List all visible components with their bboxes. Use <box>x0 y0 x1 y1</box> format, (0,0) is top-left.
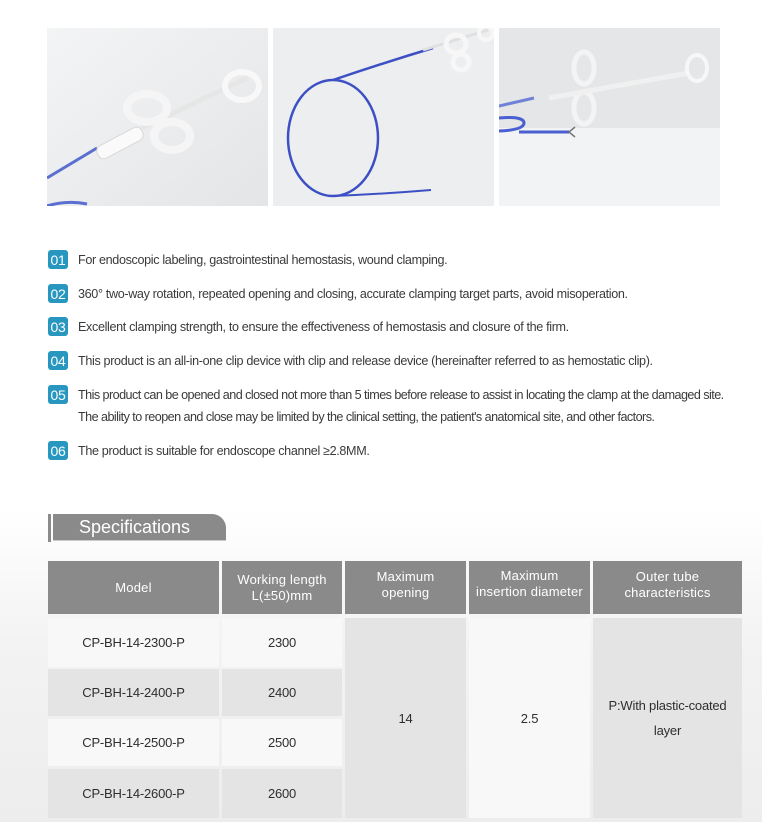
feature-item <box>48 384 738 428</box>
specifications-heading <box>48 514 226 542</box>
feature-number-badge: 01 <box>48 250 68 269</box>
feature-item <box>48 350 653 372</box>
cell-length: 2500 <box>222 719 342 766</box>
feature-item <box>48 283 628 305</box>
header-text: opening <box>381 585 430 600</box>
column-header-model <box>48 561 219 614</box>
feature-item <box>48 440 370 462</box>
header-text: Working length <box>237 571 327 587</box>
feature-number-badge: 06 <box>48 441 68 460</box>
feature-number-badge: 04 <box>48 351 68 370</box>
header-text: Outer tube <box>635 569 700 584</box>
specifications-table <box>48 561 742 819</box>
product-photo-1 <box>47 28 268 206</box>
product-photo-3 <box>499 28 720 206</box>
header-text: insertion diameter <box>476 584 583 599</box>
feature-item <box>48 316 569 338</box>
feature-text: Excellent clamping strength, to ensure the effectiveness of hemostasis and closure of the firm. <box>78 320 569 334</box>
header-text: Maximum <box>376 569 435 584</box>
column-header-max-insertion-diameter <box>469 561 590 614</box>
cell-model: CP-BH-14-2600-P <box>48 769 219 818</box>
cell-outer-tube: P:With plastic-coated layer <box>593 618 742 818</box>
product-photos <box>47 28 720 206</box>
cell-length: 2400 <box>222 669 342 716</box>
feature-number-badge: 03 <box>48 317 68 336</box>
heading-accent-bar <box>48 514 51 542</box>
feature-item <box>48 249 447 271</box>
feature-text: This product can be opened and closed not more than 5 times before release to assist in locating the clamp at the damaged site. The ability to reopen and close may be limited by the clinical setting, the patient's anatomical site, and other factors. <box>78 388 724 424</box>
feature-text: For endoscopic labeling, gastrointestinal hemostasis, wound clamping. <box>78 253 448 267</box>
feature-number-badge: 05 <box>48 385 68 404</box>
column-header-working-length <box>222 561 342 614</box>
column-header-outer-tube <box>593 561 742 614</box>
feature-text: This product is an all-in-one clip device with clip and release device (hereinafter referred to as hemostatic clip). <box>78 354 653 368</box>
header-text: characteristics <box>624 585 711 600</box>
header-text: Model <box>115 579 152 595</box>
feature-text: The product is suitable for endoscope channel ≥2.8MM. <box>78 444 370 458</box>
cell-max-opening: 14 <box>345 618 466 818</box>
cell-max-insertion-diameter: 2.5 <box>469 618 590 818</box>
cell-model: CP-BH-14-2400-P <box>48 669 219 716</box>
cell-model: CP-BH-14-2300-P <box>48 618 219 667</box>
cell-length: 2600 <box>222 769 342 818</box>
feature-number-badge: 02 <box>48 284 68 303</box>
feature-text: 360° two-way rotation, repeated opening and closing, accurate clamping target parts, avoid misoperation. <box>78 287 628 301</box>
header-text: L(±50)mm <box>251 587 313 603</box>
specifications-title: Specifications <box>53 514 226 541</box>
header-text: Maximum <box>500 568 559 583</box>
product-photo-2 <box>273 28 494 206</box>
cell-model: CP-BH-14-2500-P <box>48 719 219 766</box>
cell-length: 2300 <box>222 618 342 667</box>
column-header-max-opening <box>345 561 466 614</box>
